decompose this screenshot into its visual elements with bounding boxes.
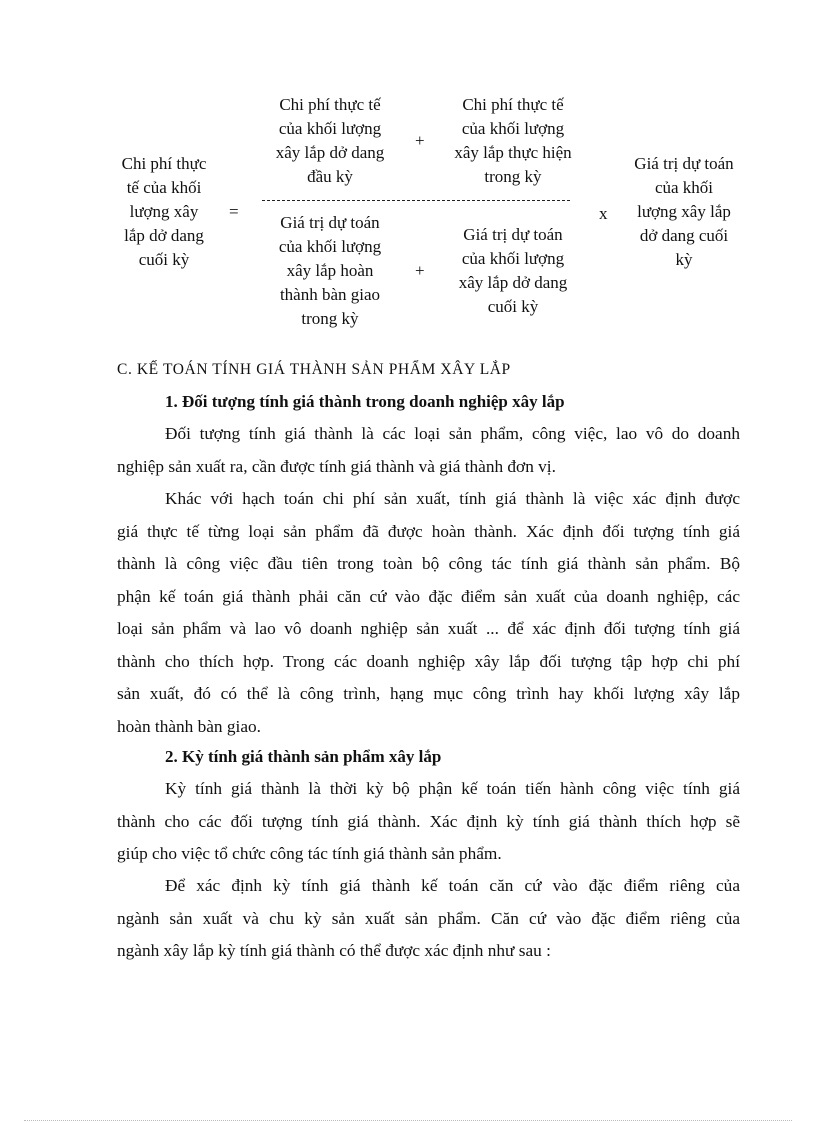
formula-plus-bottom: + (415, 261, 425, 280)
formula-rhs-line: Giá trị dự toán (634, 154, 734, 173)
paragraph-4 (117, 870, 740, 968)
formula-lhs-line: lượng xây (129, 202, 199, 221)
formula-plus-top: + (415, 131, 425, 150)
paragraph-4-line: ngành xây lắp kỳ tính giá thành có thể được xác định như sau : (117, 941, 551, 960)
formula-numerator-b-line: Chi phí thực tế (462, 95, 564, 114)
formula-rhs (618, 152, 750, 272)
paragraph-3-line: Kỳ tính giá thành là thời kỳ bộ phận kế toán tiến hành công việc tính giá (165, 779, 740, 798)
paragraph-2-line: giá thực tế từng loại sản phẩm đã được hoàn thành. Xác định đối tượng tính giá (117, 521, 740, 541)
formula-lhs-line: Chi phí thực (121, 154, 207, 173)
formula-numerator-b-line: của khối lượng (461, 119, 565, 138)
paragraph-2-line: Khác với hạch toán chi phí sản xuất, tính giá thành là việc xác định được (165, 489, 740, 508)
formula-denominator-a-line: của khối lượng (278, 237, 382, 256)
formula-lhs-line: cuối kỳ (138, 250, 190, 269)
paragraph-1-line: Đối tượng tính giá thành là các loại sản phẩm, công việc, lao vô do doanh (165, 424, 740, 443)
formula-lhs-line: tế của khối (126, 178, 202, 197)
formula-numerator-b-line: xây lắp thực hiện (454, 143, 572, 162)
formula-rhs-line: kỳ (675, 250, 693, 269)
formula-lhs (108, 152, 220, 272)
formula-rhs-line: dở dang cuối (639, 226, 729, 245)
paragraph-3-line: giúp cho việc tổ chức công tác tính giá thành sản phẩm. (117, 844, 502, 863)
paragraph-3 (117, 773, 740, 871)
formula-denominator-b-line: xây lắp dở dang (458, 273, 568, 292)
formula-times: x (599, 204, 608, 223)
paragraph-4-line: Để xác định kỳ tính giá thành kế toán căn cứ vào đặc điểm riêng của (165, 876, 740, 895)
formula-numerator-a-line: đầu kỳ (307, 167, 353, 186)
paragraph-2-line: thành là công việc đầu tiên trong toàn bộ công tác tính giá thành sản phẩm. Bộ (117, 554, 740, 573)
formula-denominator-b-line: Giá trị dự toán (463, 225, 563, 244)
formula-denominator-a-line: trong kỳ (301, 309, 359, 328)
formula-denominator-a-line: Giá trị dự toán (280, 213, 380, 232)
heading-2: 2. Kỳ tính giá thành sản phẩm xây lắp (165, 747, 442, 766)
formula-denominator-b (433, 223, 593, 319)
page-footer-divider (24, 1120, 792, 1121)
paragraph-2-line: sản xuất, đó có thể là công trình, hạng mục công trình hay khối lượng xây lắp (117, 684, 740, 703)
formula-rhs-line: của khối (654, 178, 714, 197)
formula-rhs-line: lượng xây lắp (637, 202, 731, 221)
formula-denominator-a-line: thành bàn giao (279, 285, 381, 304)
formula-fraction-line (262, 200, 570, 201)
section-title: C. KẾ TOÁN TÍNH GIÁ THÀNH SẢN PHẨM XÂY LẮP (117, 361, 511, 378)
formula-denominator-a-line: xây lắp hoàn (286, 261, 374, 280)
paragraph-2-line: thành cho thích hợp. Trong các doanh nghiệp xây lắp đối tượng tập hợp chi phí (117, 651, 740, 671)
formula-equals: = (229, 202, 239, 221)
paragraph-2-line: phận kế toán giá thành phải căn cứ vào đặc điểm sản xuất của doanh nghiệp, các (117, 586, 740, 606)
formula-numerator-a-line: Chi phí thực tế (279, 95, 381, 114)
formula-denominator-a (250, 211, 410, 331)
paragraph-2-line: hoàn thành bàn giao. (117, 716, 261, 736)
paragraph-2-line: loại sản phẩm và lao vô doanh nghiệp sản xuất ... để xác định đối tượng tính giá (117, 619, 740, 638)
paragraph-4-line: ngành sản xuất và chu kỳ sản xuất sản phẩm. Căn cứ vào đặc điểm riêng của (117, 908, 740, 928)
heading-1: 1. Đối tượng tính giá thành trong doanh nghiệp xây lắp (165, 392, 565, 411)
formula-denominator-b-line: cuối kỳ (487, 297, 539, 316)
formula-numerator-b-line: trong kỳ (484, 167, 542, 186)
formula-lhs-line: lắp dở dang (124, 226, 204, 245)
formula-numerator-a (250, 93, 410, 189)
formula-denominator-b-line: của khối lượng (461, 249, 565, 268)
formula-numerator-b (433, 93, 593, 189)
paragraph-2 (117, 483, 740, 743)
formula-numerator-a-line: xây lắp dở dang (275, 143, 385, 162)
paragraph-3-line: thành cho các đối tượng tính giá thành. Xác định kỳ tính giá thành thích hợp sẽ (117, 811, 740, 831)
paragraph-1-line: nghiệp sản xuất ra, cần được tính giá thành và giá thành đơn vị. (117, 456, 556, 476)
paragraph-1 (117, 418, 740, 483)
formula-numerator-a-line: của khối lượng (278, 119, 382, 138)
